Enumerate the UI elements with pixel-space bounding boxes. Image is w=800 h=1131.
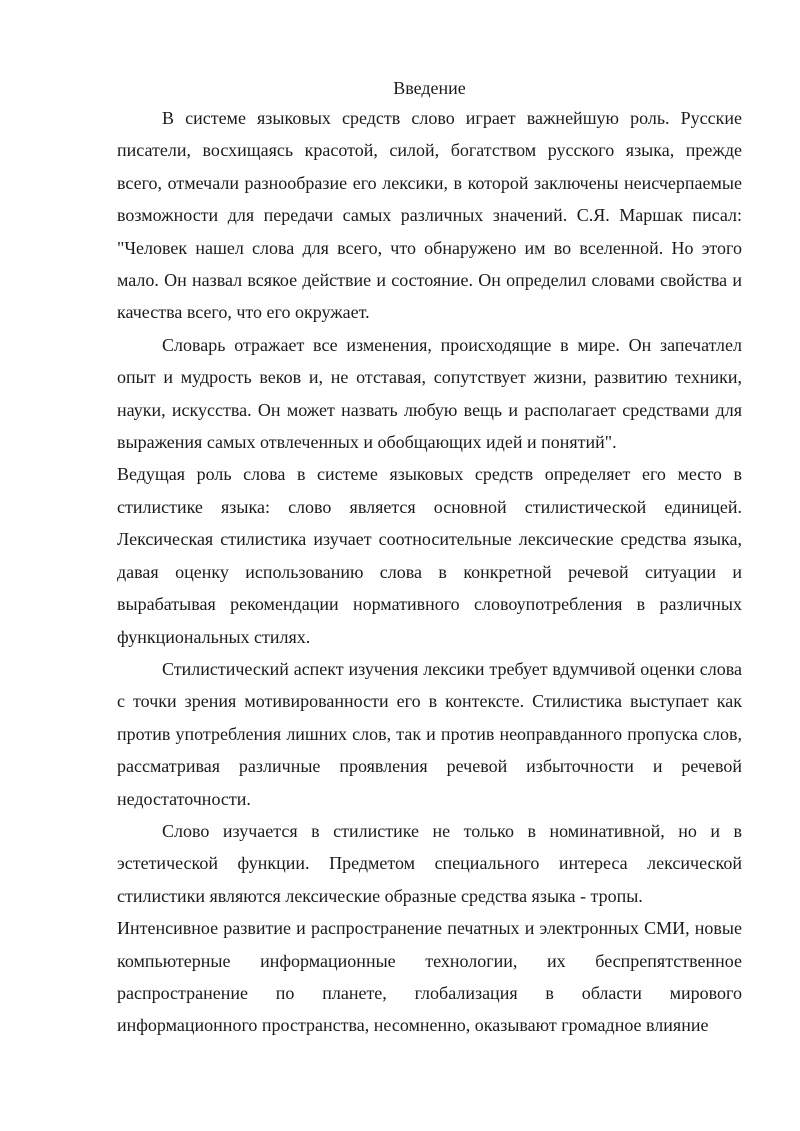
paragraph-6: Интенсивное развитие и распространение печатных и электронных СМИ, новые компьютерные информационные технологии, их беспрепятственное распространение по планете, глобализация в области мирового информационного пространства, несомненно, оказывают громадное влияние (117, 918, 742, 1036)
paragraph-5: Слово изучается в стилистике не только в номинативной, но и в эстетической функции. Предметом специального интереса лексической стилистики являются лексические образные средства языка - тропы. (117, 820, 742, 906)
document-title: Введение (393, 78, 466, 98)
paragraph-4: Стилистический аспект изучения лексики требует вдумчивой оценки слова с точки зрения мотивированности его в контексте. Стилистика выступает как против употребления лишних слов, так и против неоправданного пропуска слов, рассматривая различные проявления речевой избыточности и речевой недостаточности. (117, 658, 742, 809)
document-body (117, 75, 742, 1042)
paragraph-3: Ведущая роль слова в системе языковых средств определяет его место в стилистике языка: слово является основной стилистической единицей. Лексическая стилистика изучает соотносительные лексические средства языка, давая оценку использованию слова в конкретной речевой ситуации и вырабатывая рекомендации нормативного словоупотребления в различных функциональных стилях. (117, 464, 742, 647)
paragraph-1: В системе языковых средств слово играет важнейшую роль. Русские писатели, восхищаясь красотой, силой, богатством русского языка, прежде всего, отмечали разнообразие его лексики, в которой заключены неисчерпаемые возможности для передачи самых различных значений. С.Я. Маршак писал: "Человек нашел слова для всего, что обнаружено им во вселенной. Но этого мало. Он назвал всякое действие и состояние. Он определил словами свойства и качества всего, что его окружает. (117, 108, 742, 323)
paragraph-2: Словарь отражает все изменения, происходящие в мире. Он запечатлел опыт и мудрость веков и, не отставая, сопутствует жизни, развитию техники, науки, искусства. Он может назвать любую вещь и располагает средствами для выражения самых отвлеченных и обобщающих идей и понятий". (117, 334, 742, 453)
